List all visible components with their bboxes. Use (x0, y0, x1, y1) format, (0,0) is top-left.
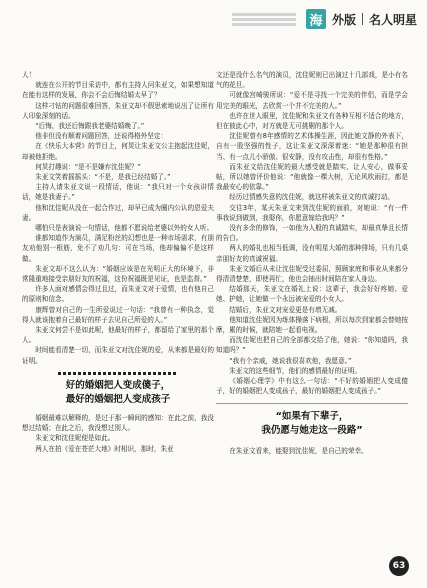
left-column (22, 70, 214, 454)
page-header (232, 8, 417, 30)
body-paragraph: “后悔，我还后悔跟我老婆结婚晚了。” (35, 122, 145, 131)
body-paragraph: 朱亚文婚后从未让沈佳妮受过委屈，照顾家庭和事业从来都分得清清楚楚，即使再忙，他也会抽出时间陪在家人身边。 (216, 264, 408, 284)
body-paragraph: 也许在世人眼里，沈佳妮和朱亚文有各种互相不适合的地方，但在彼此心中，对方就是无可挑剔的那个人。 (216, 111, 408, 131)
body-paragraph: 可就像宫崎骏所说：“爱不是寻找一个完美的伴侣，而是学会用完美的眼光，去欣赏一个并不完美的人。” (216, 91, 408, 110)
body-paragraph: 朱亚文的这些细节，他们的感情最好的证明。 (229, 366, 362, 375)
body-paragraph: 他和沈佳妮从没在一起合作过，却早已成为圈内公认的恩爱夫妻。 (22, 203, 214, 222)
body-paragraph: 康辉曾对自己的一生所爱说过一句话：“我曾有一种执念，觉得人就该抱着自己最好的样子去见自己所爱的人。” (22, 305, 214, 324)
body-paragraph: 朱亚文却不这么认为：“婚姻应该是在光明正大的环境下，非常隆重地接受亲朋好友的祝福，这份祝福既是见证，也是监督。” (22, 264, 214, 284)
body-paragraph: 时间能看清楚一切，而朱亚文对沈佳妮的爱，从来都是最好的证明。 (22, 346, 214, 365)
body-paragraph: 主持人请朱亚文说一段情话，他说：“我只对一个女孩讲情话，她是我妻子。” (22, 183, 214, 202)
body-paragraph: 在朱亚文看来，能娶到沈佳妮，是自己的荣幸。 (229, 446, 368, 455)
body-paragraph: 两人在拍《爱在苍茫大地》时相识，那时，朱亚 (35, 444, 174, 453)
body-paragraph: 而沈佳妮也把自己的全部都交给了他，她说：“你知道吗，我知道吗？” (216, 336, 408, 355)
body-paragraph: 《婚姻心理学》中有这么一句话：“不好的婚姻把人变成傻子，好的婚姻把人变成孩子，最好的婚姻把人变成孩子。” (216, 377, 408, 396)
body-paragraph: 朱亚文何尝不是如此呢，他最好的样子，都留给了家里的那个人。 (22, 326, 214, 345)
body-paragraph: 两人的婚礼也相当低调，没有明星大婚的那种排场，只有几桌亲朋好友的真诚祝福。 (216, 244, 408, 263)
body-paragraph: 朱亚文和沈佳妮便是如此。 (35, 434, 115, 443)
body-paragraph: 他知道沈佳妮因为练体操落下病根，所以每次到家都会替她按摩，累的时候，就陪她一起看电视。 (216, 315, 408, 335)
body-paragraph: 文还是没什么名气的演员，沈佳妮则已出演过十几部戏，是小有名气的花旦。 (216, 71, 408, 90)
body-paragraph: 何炅打趣说：“是不是嫌弃沈佳妮？” (35, 162, 141, 171)
body-paragraph: 他非但没有顺着问题回答，还说得格外坚定： (35, 132, 168, 141)
body-paragraph: 许多人面对感情会得过且过，而朱亚文对于爱情，也有他自己的原则和信念。 (22, 285, 214, 304)
body-paragraph: “我有个亲戚，她说我很喜欢他，我愿意。” (229, 356, 352, 365)
body-paragraph: 就连在公开的节目采访中，都有主持人问朱亚文，如果想知道在能有这样的发展，你会不会后悔结婚太早了？ (22, 81, 214, 100)
body-paragraph: 朱亚文笑着摇摇头：“不是，是我已经结婚了。” (35, 173, 171, 182)
body-paragraph: 结婚后，朱亚文对宠爱更是有增无减。 (229, 305, 342, 314)
body-paragraph: 沈佳妮曾有8年感情的艺术体操生涯，因此她文静的外表下，自有一股坚强的性子，这让朱亚文深深着迷：“她是那种很有担当、有一点儿小骄傲、很安静，没有攻击性，却很有性格。” (216, 132, 408, 161)
header-decoration (232, 13, 296, 26)
body-paragraph: 没有多余的修饰，一如他为人般的真诚踏实，却最真挚且长情的告白。 (216, 224, 408, 243)
body-paragraph: 谁都知道作为演员，满足粉丝的幻想也是一种市场需求，有朋友劝他别一根筋，免不了劝几句：可在当场，他却偏偏不是这样做。 (22, 234, 214, 263)
magazine-logo: 海 (306, 9, 326, 29)
body-paragraph: 人！ (22, 71, 36, 79)
left-subheading: 好的婚姻把人变成傻子， 最好的婚姻把人变成孩子 (22, 372, 214, 407)
body-paragraph: 婚姻最难以解释的，是过于那一瞬间的感知：在此之前，我没想过结婚；在此之后，我没想过别人。 (22, 413, 214, 433)
header-divider (362, 13, 363, 25)
section-title: 外版 (331, 12, 356, 27)
body-paragraph: 而朱亚文给沈佳妮的最大感受就是踏实、让人安心，做事妥帖，所以她曾评价他说：“他就像一棵大树，无论风吹雨打，都是我最安心的依靠。” (216, 162, 408, 192)
body-paragraph: 这样刁钻的问题很难回答，朱亚文却不假思索地说出了让所有人印象深刻的话。 (22, 101, 214, 120)
body-paragraph: 在《快乐大本营》的节目上，何炅让朱亚文公主抱起沈佳妮，却被他拒绝。 (22, 142, 214, 161)
right-subheading: “如果有下辈子， 我仍愿与她走这一段路” (216, 403, 408, 438)
body-paragraph: 交往3年，某天朱亚文来到沈佳妮的面前，对她说：“有一件事我说到做到，我娶你，你愿意嫁给我吗？” (216, 203, 408, 222)
body-paragraph: 结婚那天，朱亚文在婚礼上说：这辈子，我会好好疼她、爱她、护她，让她做一个永远被宠爱的小女人。 (216, 285, 408, 304)
right-column (216, 70, 408, 456)
body-paragraph: 经历过情感失意的沈佳妮，就这样被朱亚文的真诚打动。 (229, 193, 395, 202)
column-title: 名人明星 (368, 12, 417, 27)
subheading-dotted-rule (58, 372, 178, 375)
page-number: 63 (389, 556, 409, 576)
body-paragraph: 哪怕只是表演说一句情话，他都不愿说给老婆以外的女人听。 (35, 224, 214, 233)
